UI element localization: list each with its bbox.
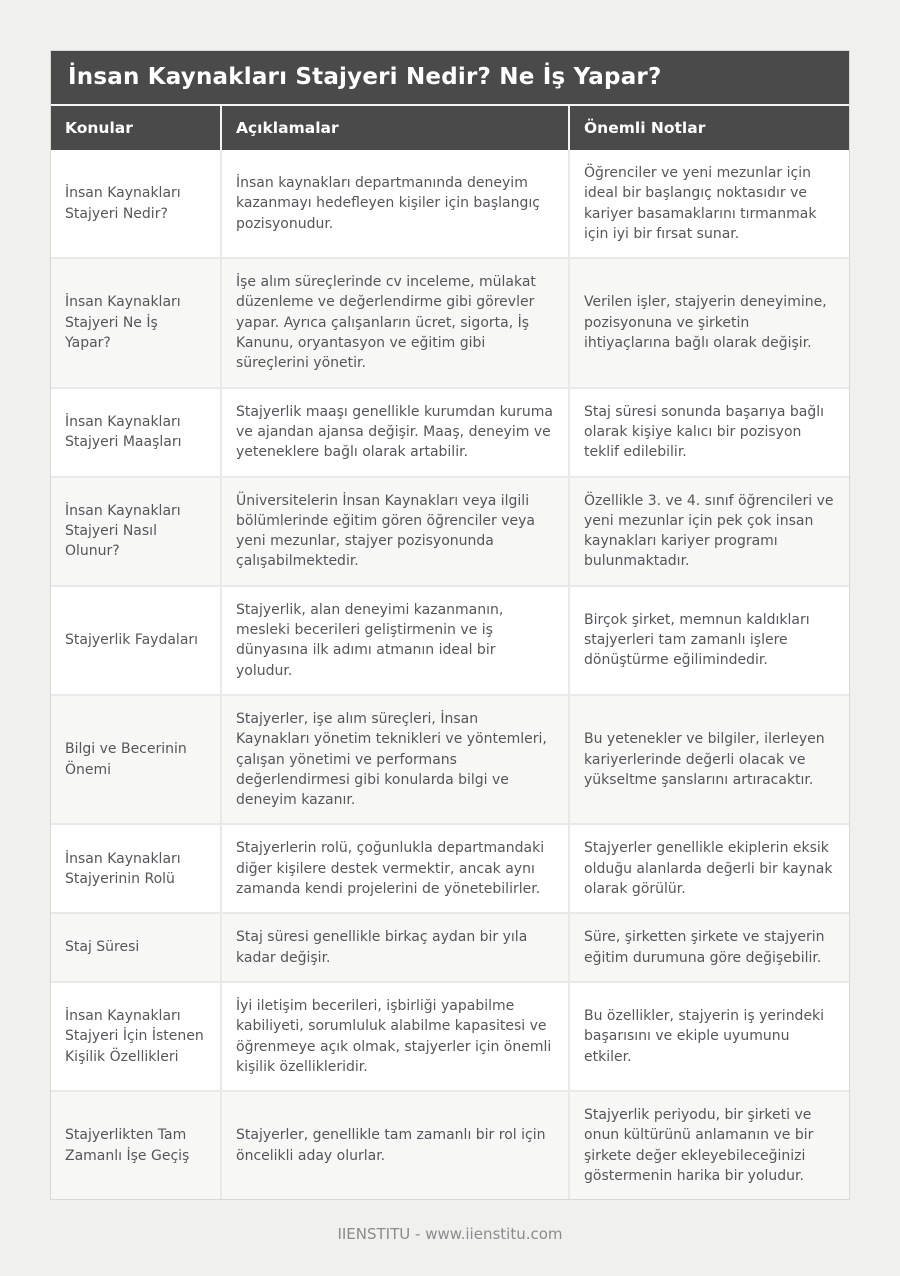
- topic-cell: İnsan Kaynakları Stajyeri İçin İstenen Kişilik Özellikleri: [51, 982, 221, 1091]
- info-table-card: [50, 50, 850, 1200]
- table-row: [51, 388, 849, 477]
- topic-cell: Stajyerlikten Tam Zamanlı İşe Geçiş: [51, 1091, 221, 1199]
- note-cell: Bu özellikler, stajyerin iş yerindeki başarısını ve ekiple uyumunu etkiler.: [569, 982, 849, 1091]
- description-cell: İyi iletişim becerileri, işbirliği yapabilme kabiliyeti, sorumluluk alabilme kapasitesi ve öğrenmeye açık olmak, stajyerler için önemli kişilik özellikleridir.: [221, 982, 569, 1091]
- description-cell: Üniversitelerin İnsan Kaynakları veya ilgili bölümlerinde eğitim gören öğrenciler veya yeni mezunlar, stajyer pozisyonunda çalışabilmektedir.: [221, 477, 569, 586]
- table-row: [51, 982, 849, 1091]
- page-title: İnsan Kaynakları Stajyeri Nedir? Ne İş Yapar?: [51, 51, 849, 106]
- note-cell: Süre, şirketten şirkete ve stajyerin eğitim durumuna göre değişebilir.: [569, 913, 849, 982]
- note-cell: Verilen işler, stajyerin deneyimine, pozisyonuna ve şirketin ihtiyaçlarına bağlı olarak değişir.: [569, 258, 849, 387]
- note-cell: Stajyerlik periyodu, bir şirketi ve onun kültürünü anlamanın ve bir şirkete değer ekleyebileceğinizi göstermenin harika bir yoludur.: [569, 1091, 849, 1199]
- note-cell: Birçok şirket, memnun kaldıkları stajyerleri tam zamanlı işlere dönüştürme eğilimindedir.: [569, 586, 849, 695]
- description-cell: İşe alım süreçlerinde cv inceleme, mülakat düzenleme ve değerlendirme gibi görevler yapar. Ayrıca çalışanların ücret, sigorta, İş Kanunu, oryantasyon ve eğitim gibi süreçlerini yönetir.: [221, 258, 569, 387]
- note-cell: Özellikle 3. ve 4. sınıf öğrencileri ve yeni mezunlar için pek çok insan kaynakları kariyer programı bulunmaktadır.: [569, 477, 849, 586]
- table-header-row: [51, 106, 849, 150]
- info-table: [51, 106, 849, 1199]
- description-cell: İnsan kaynakları departmanında deneyim kazanmayı hedefleyen kişiler için başlangıç pozisyonudur.: [221, 150, 569, 258]
- note-cell: Stajyerler genellikle ekiplerin eksik olduğu alanlarda değerli bir kaynak olarak görülür.: [569, 824, 849, 913]
- description-cell: Stajyerlik maaşı genellikle kurumdan kuruma ve ajandan ajansa değişir. Maaş, deneyim ve yeteneklere bağlı olarak artabilir.: [221, 388, 569, 477]
- topic-cell: Bilgi ve Becerinin Önemi: [51, 695, 221, 824]
- footer-credit: IIENSTITU - www.iienstitu.com: [337, 1225, 563, 1244]
- topic-cell: Staj Süresi: [51, 913, 221, 982]
- column-header-topics: Konular: [51, 106, 221, 150]
- table-row: [51, 586, 849, 695]
- description-cell: Stajyerler, işe alım süreçleri, İnsan Kaynakları yönetim teknikleri ve yöntemleri, çalışan yönetimi ve performans değerlendirmesi gibi konularda bilgi ve deneyim kazanır.: [221, 695, 569, 824]
- topic-cell: İnsan Kaynakları Stajyeri Nedir?: [51, 150, 221, 258]
- topic-cell: İnsan Kaynakları Stajyerinin Rolü: [51, 824, 221, 913]
- note-cell: Bu yetenekler ve bilgiler, ilerleyen kariyerlerinde değerli olacak ve yükseltme şanslarını artıracaktır.: [569, 695, 849, 824]
- table-row: [51, 258, 849, 387]
- table-row: [51, 150, 849, 258]
- table-row: [51, 824, 849, 913]
- table-row: [51, 1091, 849, 1199]
- note-cell: Öğrenciler ve yeni mezunlar için ideal bir başlangıç noktasıdır ve kariyer basamaklarını tırmanmak için iyi bir fırsat sunar.: [569, 150, 849, 258]
- description-cell: Staj süresi genellikle birkaç aydan bir yıla kadar değişir.: [221, 913, 569, 982]
- table-row: [51, 695, 849, 824]
- topic-cell: Stajyerlik Faydaları: [51, 586, 221, 695]
- column-header-notes: Önemli Notlar: [569, 106, 849, 150]
- note-cell: Staj süresi sonunda başarıya bağlı olarak kişiye kalıcı bir pozisyon teklif edilebilir.: [569, 388, 849, 477]
- column-header-descriptions: Açıklamalar: [221, 106, 569, 150]
- table-row: [51, 477, 849, 586]
- description-cell: Stajyerler, genellikle tam zamanlı bir rol için öncelikli aday olurlar.: [221, 1091, 569, 1199]
- topic-cell: İnsan Kaynakları Stajyeri Nasıl Olunur?: [51, 477, 221, 586]
- topic-cell: İnsan Kaynakları Stajyeri Maaşları: [51, 388, 221, 477]
- table-row: [51, 913, 849, 982]
- description-cell: Stajyerlerin rolü, çoğunlukla departmandaki diğer kişilere destek vermektir, ancak aynı zamanda kendi projelerini de yönetebilirler.: [221, 824, 569, 913]
- topic-cell: İnsan Kaynakları Stajyeri Ne İş Yapar?: [51, 258, 221, 387]
- table-body: [51, 150, 849, 1199]
- description-cell: Stajyerlik, alan deneyimi kazanmanın, mesleki becerileri geliştirmenin ve iş dünyasına ilk adımı atmanın ideal bir yoludur.: [221, 586, 569, 695]
